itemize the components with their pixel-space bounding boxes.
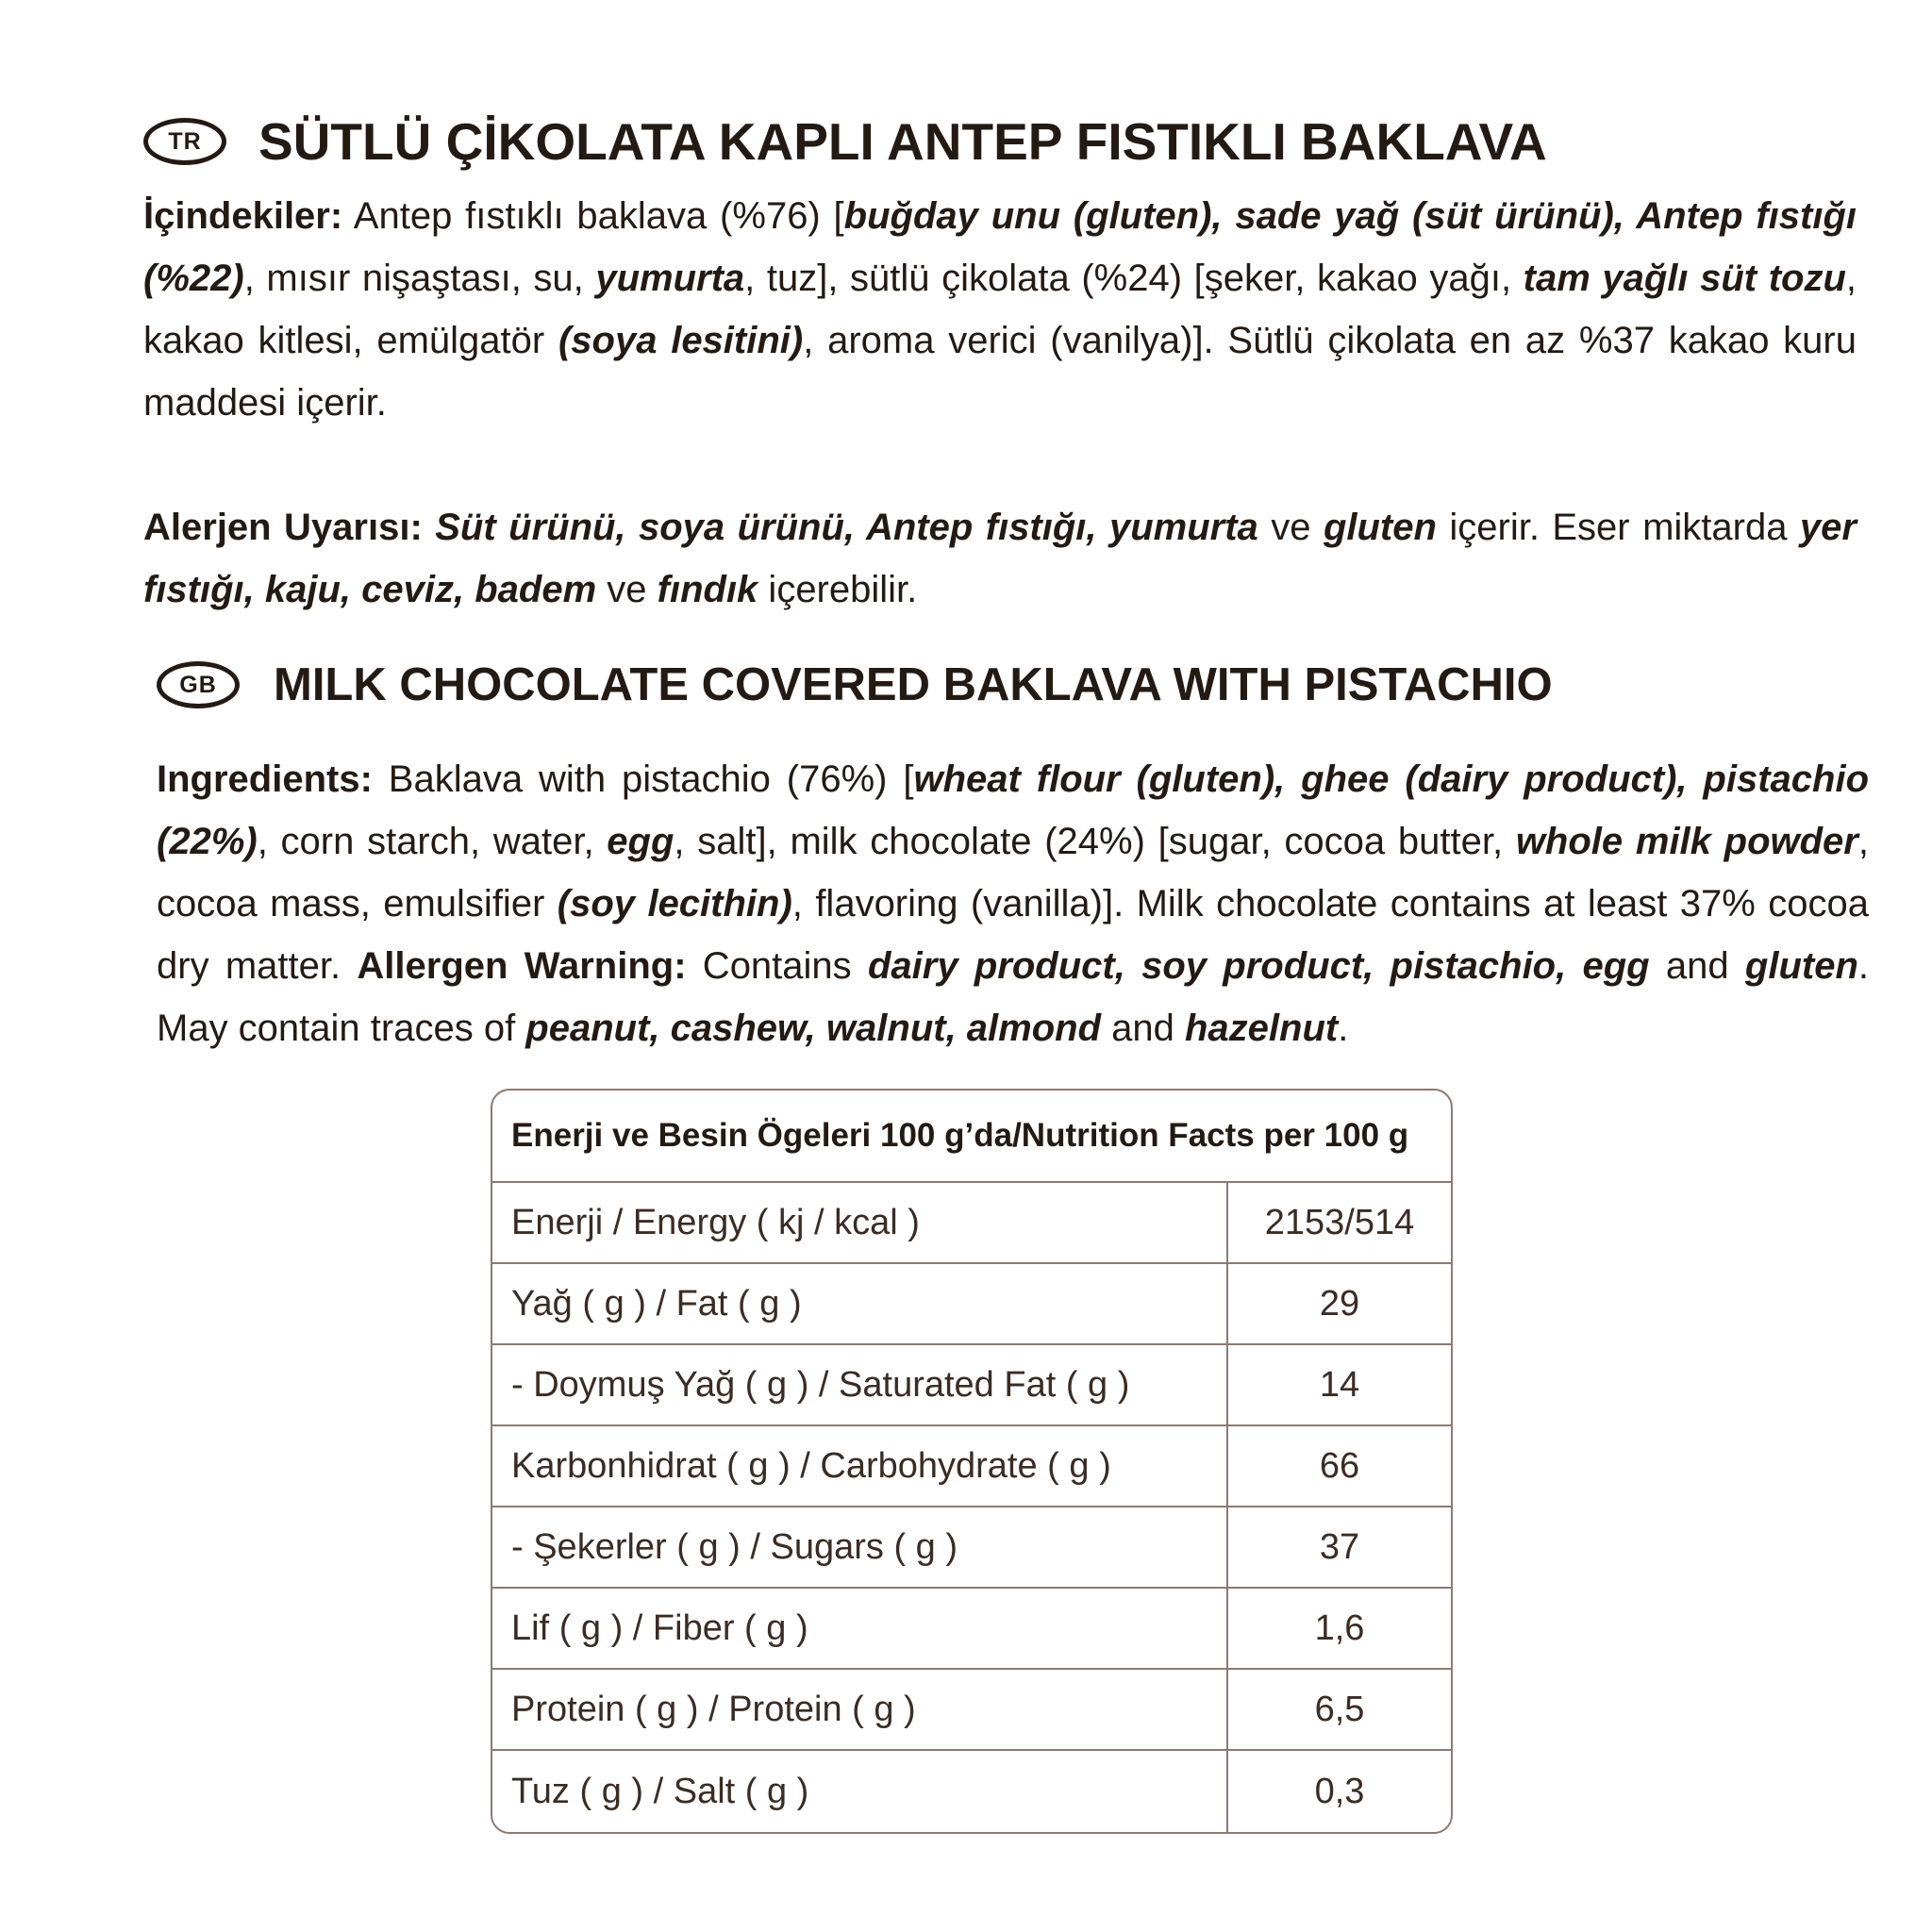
nutrient-value: 66	[1319, 1445, 1360, 1486]
tr-allergen-paragraph	[143, 496, 1857, 621]
tr-section-header	[143, 111, 1547, 172]
nutrient-name: - Doymuş Yağ ( g ) / Saturated Fat ( g )	[492, 1345, 1228, 1424]
text-run: , salt], milk chocolate (24%) [sugar, cocoa butter,	[674, 821, 1516, 862]
nutrition-row-salt	[492, 1751, 1451, 1832]
nutrition-row-fat	[492, 1264, 1451, 1345]
emphasized-text: Süt ürünü, soya ürünü, Antep fıstığı, yumurta	[435, 507, 1258, 548]
nutrition-row-saturated-fat	[492, 1345, 1451, 1426]
text-run: , flavoring (vanilla)]. Milk chocolate contains at least 37% cocoa dry matter.	[157, 883, 1869, 987]
emphasized-text: gluten	[1744, 945, 1858, 987]
emphasized-text: (soy lecithin)	[557, 883, 792, 924]
emphasized-text: fındık	[657, 569, 758, 610]
nutrient-value: 6,5	[1314, 1689, 1365, 1729]
tr-language-badge: TR	[143, 118, 226, 165]
emphasized-text: hazelnut	[1185, 1008, 1339, 1049]
text-run: . May contain traces of	[157, 945, 1870, 1049]
text-run: ve	[1257, 507, 1324, 548]
gb-ingredients-paragraph	[157, 748, 1869, 1059]
text-run: Antep fıstıklı baklava (%76) [	[342, 195, 844, 237]
text-run: and	[1649, 945, 1745, 987]
nutrient-name: - Şekerler ( g ) / Sugars ( g )	[492, 1507, 1228, 1587]
text-label: Ingredients:	[157, 758, 373, 800]
emphasized-text: yer fıstığı, kaju, ceviz, badem	[143, 507, 1857, 610]
tr-ingredients-paragraph	[143, 185, 1857, 434]
nutrient-value: 37	[1319, 1526, 1360, 1567]
emphasized-text: dairy product, soy product, pistachio, egg	[867, 945, 1650, 987]
nutrition-row-sugars	[492, 1507, 1451, 1589]
gb-language-badge: GB	[157, 661, 240, 708]
nutrient-name: Lif ( g ) / Fiber ( g )	[492, 1589, 1228, 1668]
nutrient-name: Yağ ( g ) / Fat ( g )	[492, 1264, 1228, 1343]
nutrient-name: Karbonhidrat ( g ) / Carbohydrate ( g )	[492, 1426, 1228, 1506]
emphasized-text: peanut, cashew, walnut, almond	[525, 1008, 1102, 1049]
nutrient-name: Tuz ( g ) / Salt ( g )	[492, 1751, 1228, 1832]
nutrient-name: Enerji / Energy ( kj / kcal )	[492, 1183, 1228, 1262]
text-run: .	[1338, 1008, 1349, 1049]
nutrition-row-carbohydrate	[492, 1426, 1451, 1507]
text-run: , aroma verici (vanilya)]. Sütlü çikolata en az %37 kakao kuru maddesi içerir.	[143, 320, 1857, 424]
emphasized-text: egg	[607, 821, 675, 862]
nutrition-table-title: Enerji ve Besin Ögeleri 100 g’da/Nutrition Facts per 100 g	[492, 1091, 1451, 1183]
text-label: Allergen Warning:	[357, 945, 687, 987]
emphasized-text: yumurta	[595, 258, 745, 299]
gb-product-title: MILK CHOCOLATE COVERED BAKLAVA WITH PISTACHIO	[274, 659, 1553, 710]
emphasized-text: whole milk powder	[1515, 821, 1858, 862]
nutrient-value: 29	[1319, 1283, 1360, 1324]
text-label: Alerjen Uyarısı:	[143, 507, 423, 548]
text-run: içerebilir.	[758, 569, 918, 610]
text-run: Contains	[686, 945, 868, 987]
tr-product-title: SÜTLÜ ÇİKOLATA KAPLI ANTEP FISTIKLI BAKLAVA	[258, 112, 1547, 171]
text-run: içerir. Eser miktarda	[1436, 507, 1800, 548]
nutrient-value: 1,6	[1314, 1607, 1365, 1648]
text-label: İçindekiler:	[143, 195, 343, 237]
text-run: , mısır nişaştası, su,	[243, 258, 596, 299]
nutrient-name: Protein ( g ) / Protein ( g )	[492, 1670, 1228, 1749]
emphasized-text: wheat flour (gluten), ghee (dairy product), pistachio (22%)	[157, 758, 1869, 862]
nutrition-row-fiber	[492, 1589, 1451, 1670]
emphasized-text: (soya lesitini)	[558, 320, 804, 361]
emphasized-text: gluten	[1323, 507, 1437, 548]
nutrition-facts-table	[491, 1089, 1453, 1834]
text-run: , cocoa mass, emulsifier	[157, 821, 1869, 924]
emphasized-text: buğday unu (gluten), sade yağ (süt ürünü), Antep fıstığı (%22)	[143, 195, 1857, 299]
text-run	[423, 507, 435, 548]
text-run: , tuz], sütlü çikolata (%24) [şeker, kakao yağı,	[744, 258, 1524, 299]
emphasized-text: tam yağlı süt tozu	[1523, 258, 1846, 299]
text-run: and	[1101, 1008, 1185, 1049]
nutrition-row-energy	[492, 1183, 1451, 1264]
gb-section-header	[157, 658, 1553, 711]
text-run: , kakao kitlesi, emülgatör	[143, 258, 1857, 361]
nutrition-row-protein	[492, 1670, 1451, 1751]
text-run: Baklava with pistachio (76%) [	[372, 758, 914, 800]
nutrient-value: 0,3	[1314, 1771, 1365, 1811]
text-run: ve	[596, 569, 658, 610]
nutrient-value: 14	[1319, 1364, 1360, 1405]
text-run: , corn starch, water,	[257, 821, 608, 862]
nutrient-value: 2153/514	[1264, 1202, 1415, 1242]
